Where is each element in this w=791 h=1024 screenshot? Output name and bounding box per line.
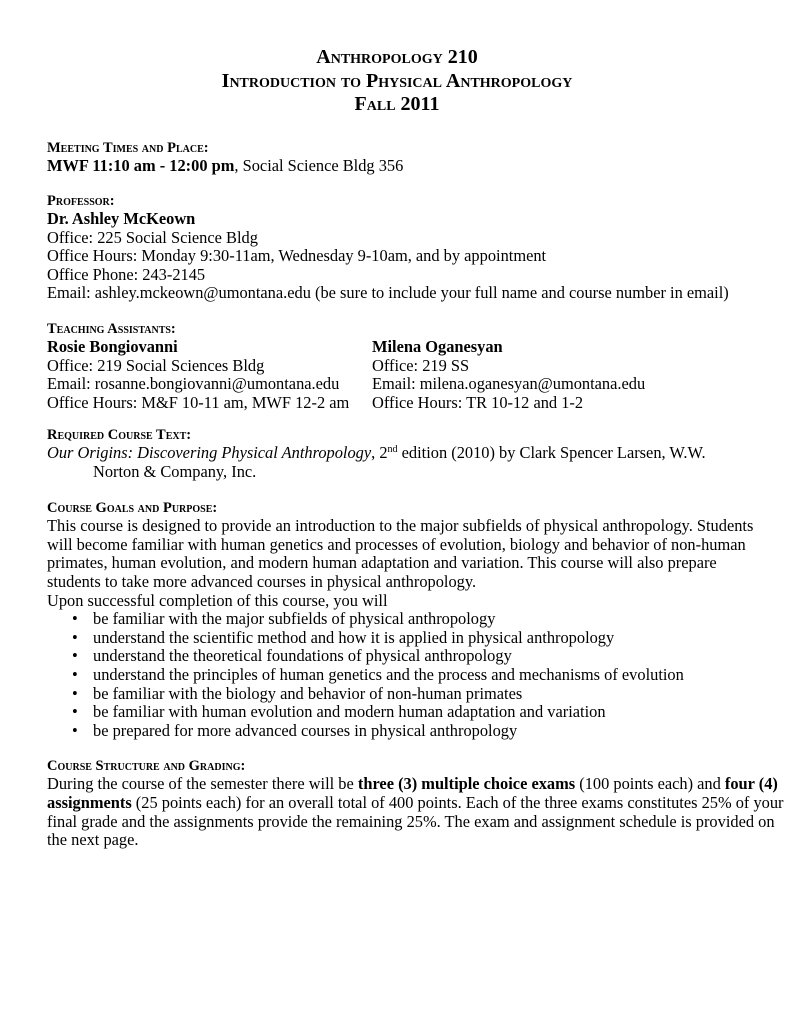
- professor-email: Email: ashley.mckeown@umontana.edu (be sure to include your full name and course number in email): [47, 283, 729, 303]
- bullet-icon: •: [72, 646, 78, 666]
- assignments-label: assignments: [47, 792, 132, 812]
- text-heading: Required Course Text:: [47, 427, 192, 444]
- list-item: [47, 722, 747, 741]
- grading-text: During the course of the semester there will be: [47, 774, 358, 794]
- grading-line-1: [47, 774, 778, 794]
- grading-heading: Course Structure and Grading:: [47, 758, 246, 775]
- edition-number: , 2: [371, 443, 388, 463]
- professor-heading: Professor:: [47, 193, 115, 210]
- goals-intro-line: primates, human evolution, and modern human adaptation and variation. This course will also prepare: [47, 553, 717, 573]
- text-section: [47, 427, 747, 481]
- goal-text: understand the principles of human genetics and the process and mechanisms of evolution: [93, 665, 684, 684]
- document-title: [47, 46, 747, 117]
- goal-text: be familiar with the biology and behavior of non-human primates: [93, 683, 523, 703]
- ta1-office: Office: 219 Social Sciences Bldg: [47, 355, 265, 375]
- goal-text: understand the scientific method and how it is applied in physical anthropology: [93, 627, 615, 647]
- ta-rosie: [47, 338, 349, 412]
- list-item: [47, 610, 747, 629]
- ta-milena: [372, 338, 645, 412]
- bullet-icon: •: [72, 665, 78, 684]
- ta-section: [47, 321, 747, 412]
- ta2-hours: Office Hours: TR 10-12 and 1-2: [372, 392, 584, 412]
- professor-phone: Office Phone: 243-2145: [47, 264, 206, 284]
- goals-intro-line: students to take more advanced courses in physical anthropology.: [47, 572, 477, 592]
- grading-text: (25 points each) for an overall total of 400 points. Each of the three exams constitutes 25% of your: [131, 792, 784, 812]
- goal-text: be familiar with human evolution and modern human adaptation and variation: [93, 702, 606, 722]
- meeting-line: [47, 157, 747, 176]
- assignment-count: four (4): [724, 774, 778, 794]
- goal-text: be familiar with the major subfields of physical anthropology: [93, 609, 496, 629]
- professor-name: Dr. Ashley McKeown: [47, 209, 196, 229]
- grading-section: [47, 758, 784, 850]
- bullet-icon: •: [72, 702, 78, 722]
- grading-line-4: the next page.: [47, 830, 139, 850]
- ta2-office: Office: 219 SS: [372, 355, 470, 375]
- goals-intro-line: will become familiar with human genetics and processes of evolution, biology and behavior of non-human: [47, 534, 746, 554]
- grading-line-2: [47, 792, 784, 813]
- goals-section: [47, 500, 754, 740]
- goals-intro-line: This course is designed to provide an introduction to the major subfields of physical anthropology. Students: [47, 516, 754, 536]
- goal-text: understand the theoretical foundations of physical anthropology: [93, 646, 512, 666]
- bullet-icon: •: [72, 609, 78, 629]
- professor-section: [47, 193, 747, 303]
- ta-heading: Teaching Assistants:: [47, 321, 176, 338]
- ta1-email: Email: rosanne.bongiovanni@umontana.edu: [47, 374, 340, 394]
- term-title: Fall 2011: [354, 93, 440, 115]
- meeting-place: , Social Science Bldg 356: [234, 155, 404, 175]
- edition-suffix: nd: [387, 444, 398, 456]
- goals-list: [47, 610, 747, 740]
- professor-hours: Office Hours: Monday 9:30-11am, Wednesday 9-10am, and by appointment: [47, 246, 547, 266]
- book-title: Our Origins: Discovering Physical Anthropology: [47, 443, 372, 463]
- goal-text: be prepared for more advanced courses in physical anthropology: [93, 720, 518, 740]
- list-item: [47, 647, 747, 666]
- ta1-hours: Office Hours: M&F 10-11 am, MWF 12-2 am: [47, 392, 350, 412]
- syllabus-page: [47, 46, 784, 850]
- exam-count: three (3) multiple choice exams: [357, 774, 576, 794]
- ta1-name: Rosie Bongiovanni: [47, 337, 178, 357]
- meeting-section: [47, 140, 747, 176]
- bullet-icon: •: [72, 720, 78, 740]
- required-text-citation: [47, 444, 747, 481]
- goals-heading: Course Goals and Purpose:: [47, 500, 218, 517]
- list-item: [47, 666, 747, 685]
- goals-lead: Upon successful completion of this course, you will: [47, 590, 388, 610]
- meeting-time: MWF 11:10 am - 12:00 pm: [47, 155, 235, 175]
- course-name-title: Introduction to Physical Anthropology: [221, 69, 573, 92]
- ta2-name: Milena Oganesyan: [372, 337, 503, 357]
- list-item: [47, 685, 747, 704]
- bullet-icon: •: [72, 627, 78, 647]
- meeting-heading: Meeting Times and Place:: [47, 139, 209, 156]
- grading-line-3: final grade and the assignments provide the remaining 25%. The exam and assignment schedule is provided on: [47, 811, 775, 831]
- ta2-email: Email: milena.oganesyan@umontana.edu: [372, 374, 646, 394]
- grading-text: (100 points each) and: [575, 774, 725, 794]
- bullet-icon: •: [72, 683, 78, 703]
- list-item: [47, 629, 747, 648]
- list-item: [47, 703, 747, 722]
- professor-office: Office: 225 Social Science Bldg: [47, 227, 258, 247]
- course-number-title: Anthropology 210: [316, 46, 478, 68]
- book-details: edition (2010) by Clark Spencer Larsen, W.W. Norton & Company, Inc.: [93, 443, 706, 481]
